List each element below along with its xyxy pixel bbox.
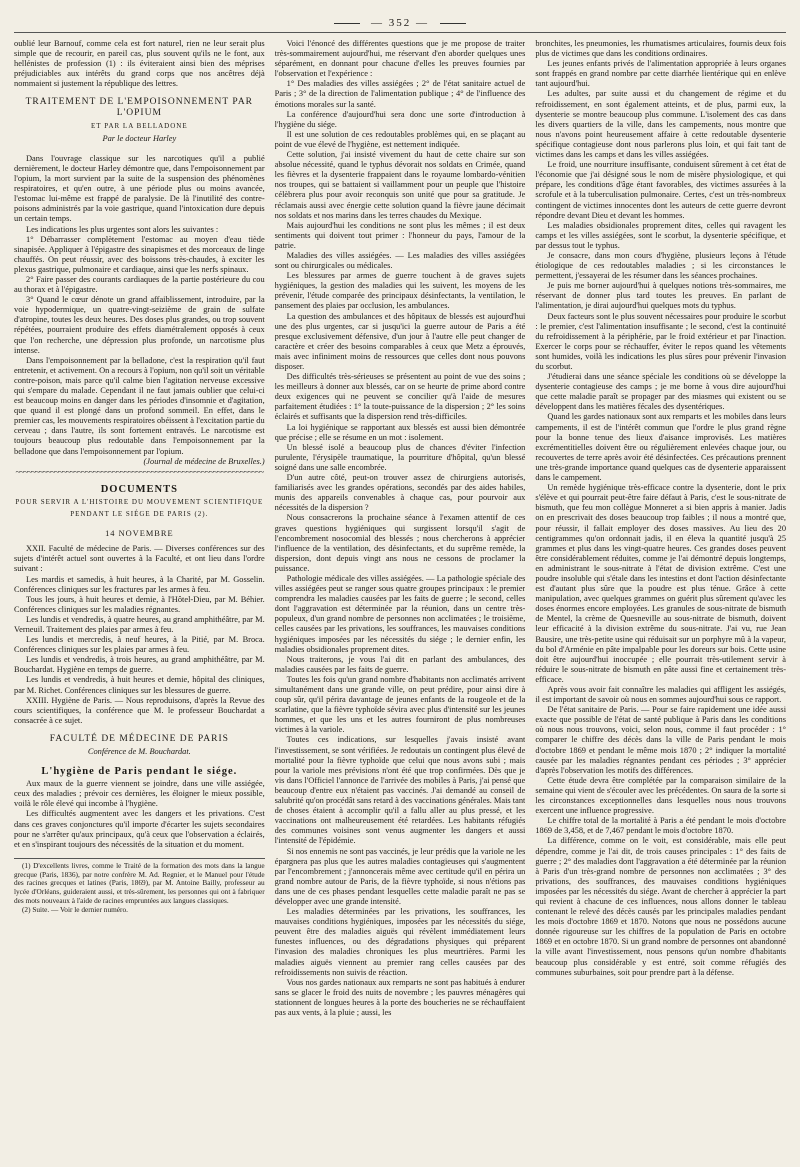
paragraph: Après vous avoir fait connaître les maladies qui affligent les assiégés, il est important de savoir où nous en sommes aujourd'hui sous ce rapport. xyxy=(535,685,786,705)
paragraph: Si nos ennemis ne sont pas vaccinés, je leur prédis que la variole ne les épargnera pas plus que les autres maladies contagieuses qui s'augmentent par l'encombrement ; j'annoncerais même avec certitude qu'il en périra un grand nombre autour de Paris, de la fièvre typhoïde, si nous n'étions pas dans une de ces phases pendant lesquelles cette maladie paraît ne pas se développer avec une grande intensité. xyxy=(274,846,526,906)
intro-paragraph: oublié leur Barnouf, comme cela est fort naturel, rien ne leur serait plus simple que de recourir, en pareil cas, plus souvent qu'ils ne le font, aux hellénistes de profession (1) : ils éviteraient ainsi bien des méprises préjudiciables aux intérêts du grand corps que nos ancêtres déjà nommaient si justement la république des lettres. xyxy=(14,39,265,89)
paragraph: Les lundis et vendredis, à quatre heures, au grand amphithéâtre, par M. Verneuil. Traitement des plaies par armes à feu. xyxy=(14,614,265,634)
article-source: (Journal de médecine de Bruxelles.) xyxy=(143,456,265,466)
column-1 xyxy=(14,39,265,1167)
paragraph: XXIII. Hygiène de Paris. — Nous reproduisons, d'après la Revue des cours scientifiques, la conférence que M. le professeur Bouchardat a consacrée à ce sujet. xyxy=(14,695,265,725)
paragraph: Mais aujourd'hui les conditions ne sont plus les mêmes ; il est deux sentiments qui doivent tout primer : l'honneur du pays, l'amour de la patrie. xyxy=(274,220,526,250)
paragraph: Deux facteurs sont le plus souvent nécessaires pour produire le scorbut : le premier, c'est l'alimentation insuffisante ; le second, c'est la continuité du refroidissement à la périphérie, par le froid extérieur et par l'inaction. Exercer le corps pour se réchauffer, éviter le repos quand les vêtements sont humides, voilà les indications les plus sûres pour prévenir l'invasion du scorbut. xyxy=(535,311,786,371)
article-title-opium: TRAITEMENT DE L'EMPOISONNEMENT PAR L'OPIUM xyxy=(25,97,254,118)
page-number: — 352 — xyxy=(371,17,429,29)
paragraph: Les adultes, par suite aussi et du changement de régime et du refroidissement, en sont également atteints, et de plus, parmi eux, la dysenterie se montre beaucoup plus commune. L'isolement des cas dans les divers quartiers de la ville, dans les campements, nous montre que nous n'avons point heureusement affaire à cette redoutable dysenterie spécifique contagieuse dont nous parlerons plus loin, et qui fait tant de victimes dans les camps et dans les villes assiégées. xyxy=(535,89,786,160)
paragraph: Toutes les fois qu'un grand nombre d'habitants non acclimatés arrivent simultanément dans une grande ville, on peut prédire, pour ainsi dire à coup sûr, qu'il périra davantage de jeunes enfants de la rougeole et de la scarlatine, que la fièvre typhoïde sévira avec plus d'intensité sur les jeunes hommes, et que les uns et les autres fourniront de plus nombreuses victimes à la variole. xyxy=(274,674,526,735)
paragraph: Le froid, une nourriture insuffisante, conduisent sûrement à cet état de l'économie que j'ai désigné sous le nom de misère physiologique, et qui prépare, les conditions d'âge étant favorables, des victimes assurées à la scrofule et à la tuberculisation pulmonaire. Certes, c'est un très-nombreux contingent de victimes innocentes dont les auteurs de cette guerre devront répondre devant Dieu et devant les hommes. xyxy=(535,160,786,220)
paragraph: Cette étude devra être complétée par la comparaison similaire de la semaine qui vient de s'écouler avec les précédentes. On saura de la sorte si les circonstances exceptionnelles dans lesquelles nous nous trouvons exercent une influence progressive. xyxy=(535,775,786,816)
paragraph: Tous les jours, à huit heures et demie, à l'Hôtel-Dieu, par M. Béhier. Conférences cliniques sur les maladies régnantes. xyxy=(14,594,265,614)
paragraph: J'étudierai dans une séance spéciale les conditions où se développe la dysenterie contagieuse des camps ; je me borne à vous dire aujourd'hui que cette maladie paraît se propager par des miasmes qui existent ou se développent dans les matières fécales des dysentériques. xyxy=(535,372,786,412)
paragraph: Dans l'empoisonnement par la belladone, c'est la respiration qu'il faut entretenir, et activement. On a recours à l'opium, non qu'il soit un véritable contre-poison, mais parce qu'il calme bien l'agitation nerveuse excessive qui s'empare du malade. Cependant il ne faut jamais oublier que celui-ci est beaucoup moins en danger dans les périodes d'insomnie et d'agitation, que quand il est plongé dans un profond sommeil. En effet, dans le premier cas, les mouvements respiratoires obéissent à l'excitation partie du cerveau ; dans l'autre, ils sont fortement entravés. Le narcotisme est toujours beaucoup plus redoutable dans l'empoisonnement par la belladone que dans l'empoisonnement par l'opium. xyxy=(14,355,265,456)
paragraph: bronchites, les pneumonies, les rhumatismes articulaires, fournis deux fois plus de victimes que dans les conditions ordinaires. xyxy=(535,39,786,59)
paragraph: Les blessures par armes de guerre touchent à de graves sujets hygiéniques, la gestion des maladies qui les suivent, les moyens de les prévenir, l'étude comparée des principaux désinfectants, la ventilation, le pansement des plaies par occlusion, les ambulances. xyxy=(274,271,526,311)
faculty-title: FACULTÉ DE MÉDECINE DE PARIS xyxy=(49,733,229,744)
paragraph: 1° Des maladies des villes assiégées ; 2° de l'état sanitaire actuel de Paris ; 3° de la direction de l'alimentation publique ; 4° de l'influence des émotions morales sur la santé. xyxy=(274,79,526,109)
paragraph: La loi hygiénique se rapportant aux blessés est aussi bien démontrée que précise ; elle se résume en un mot : isolement. xyxy=(274,422,526,442)
footnote: (1) D'excellents livres, comme le Traité de la formation des mots dans la langue grecque (Paris, 1836), par notre confrère M. Ad. Regnier, et le Manuel pour l'étude des racines grecques et latines (Paris, 1869), par M. Antoine Bailly, professeur au lycée d'Orléans, guideraient aussi, et très-sûrement, les personnes qui ont à fabriquer des mots nouveaux à l'aide de racines empruntées aux langues classiques. xyxy=(14,860,265,906)
documents-title: DOCUMENTS xyxy=(100,483,178,495)
article-author: Par le docteur Harley xyxy=(102,133,177,143)
paragraph: La différence, comme on le voit, est considérable, mais elle peut dépendre, comme je l'ai dit, de trois causes principales : 1° des faits de guerre ; 2° des maladies dont l'aggravation a été déterminée par la réunion à Paris d'un très-grand nombre de personnes non acclimatées ; 3° des privations, des souffrances, des mauvaises conditions hygiéniques imposées par les nécessités du siége. Avant de chercher à apprécier la part qui revient à chacune de ces influences, nous allons donner le tableau contenant le relevé des décès causés par les principales maladies pendant les mois d'octobre 1869 et 1870. Notons que nous ne possédons aucune donnée rigoureuse sur les chiffres de la population de Paris en octobre 1869 et en octobre 1870. Si un grand nombre de personnes ont abandonné la ville avant l'investissement, nous pensons qu'un nombre d'habitants beaucoup plus considérable y est entré, soit comme réfugiés des communes suburbaines, soit pour prendre part à la défense. xyxy=(535,836,786,977)
paragraph: 3° Quand le cœur dénote un grand affaiblissement, introduire, par la voie hypodermique, un quatre-vingt-seizième de grain de sulfate d'atropine, toutes les deux heures. Des doses plus grandes, ou trop souvent répétées, pourraient produire des effets diamétralement opposés à ceux que l'on recherche, une dépression plus profonde, un narcotisme plus intense. xyxy=(14,295,265,355)
paragraph: Cette solution, j'ai insisté vivement du haut de cette chaire sur son absolue nécessité, quand le typhus dévorait nos soldats en Crimée, quand les fièvres et la dysenterie frappaient dans le royaume lombardo-vénitien nos troupes, qui se battaient si vaillamment pour un peuple que l'histoire célèbrera plus pour avoir reconquis son unité que pour sa gratitude. Je réclamais aussi avec énergie cette solution quand la fièvre jaune décimait nos soldats et nos marins dans les terres chaudes du Mexique. xyxy=(274,150,526,220)
paragraph: Le chiffre total de la mortalité à Paris a été pendant le mois d'octobre 1869 de 3,458, et de 7,467 pendant le mois d'octobre 1870. xyxy=(535,816,786,836)
paragraph: Je puis me borner aujourd'hui à quelques notions très-sommaires, me réservant de donner plus tard toutes les preuves. En parlant de l'alimentation, je dirai aujourd'hui quelques mots du typhus. xyxy=(535,281,786,311)
paragraph: 2° Faire passer des courants cardiaques de la partie postérieure du cou au thorax et à l'épigastre. xyxy=(14,274,265,295)
paragraph: Il est une solution de ces redoutables problèmes qui, en se plaçant au point de vue élevé de l'hygiène, est nettement indiquée. xyxy=(274,129,526,149)
paragraph: Quand les gardes nationaux sont aux remparts et les mobiles dans leurs campements, il est de l'intérêt commun que l'ordre le plus grand règne pour la bonne tenue des lieux d'aisance improvisés. Les matières excrémentitielles doivent être ou régulièrement enlevées chaque jour, ou recouvertes de terre après avoir été désinfectées. Ces précautions prennent une très-grande importance quand quelques cas de dysenterie apparaissent dans le campement. xyxy=(535,412,786,483)
paragraph: Un blessé isolé a beaucoup plus de chances d'éviter l'infection purulente, l'érysipèle traumatique, la pourriture d'hôpital, qu'un blessé soigné dans une salle encombrée. xyxy=(274,442,526,472)
page-header xyxy=(14,14,786,33)
paragraph: Les maladies déterminées par les privations, les souffrances, les mauvaises conditions hygiéniques, imposées par les nécessités du siége, peuvent être des maladies aiguës qui révèlent immédiatement leurs funestes influences, ou des dégradations physiques qui préparent l'invasion des maladies chroniques les plus meurtrières. Parmi les maladies aiguës viennent au premier rang celles causées par des refroidissements non suivis de réaction. xyxy=(274,907,526,977)
documents-subtitle-2: PENDANT LE SIÉGE DE PARIS (2). xyxy=(70,510,209,519)
paragraph: Un remède hygiénique très-efficace contre la dysenterie, dont le prix s'élève et qui pourrait peut-être faire défaut à Paris, c'est le sous-nitrate de bismuth, que feu mon collègue Monneret a si bien appris à manier. Jadis on en prescrivait des doses beaucoup trop faibles ; il nous a montré que, pour réussir, il fallait employer des doses massives. Au lieu des 20 centigrammes qu'on ordonnait jadis, il en éleva la quantité jusqu'à 25 grammes et plus dans les vingt-quatre heures. Ces grandes doses peuvent être considérablement réduites, comme je l'ai démontré depuis longtemps, en administrant le sous-nitrate à l'état de division extrême. C'est une poudre insoluble qui s'étale dans les intestins et dont l'action désinfectante est d'autant plus sûre que la poudre est plus ténue. Grâce à cette manipulation, avec quelques grammes on guérit plus sûrement qu'avec les doses énormes encore employées. Les granules de sous-nitrate de bismuth de Mentel, la crème de Quesneville au sous-nitrate de bismuth, doivent leur efficacité à la division extrême du sous-nitrate. J'ai vu, rue Jean Bausire, une très-petite usine qui réduisait sur un porphyre mû à la vapeur, du bol d'Arménie en pâte impalpable pour les doreurs sur bois. Cette usine doit être aujourd'hui inoccupée ; elle pourrait très-utilement servir à réduire le sous-nitrate de bismuth en pâte aussi fine et certainement très-efficace. xyxy=(535,483,786,684)
paragraph: Les lundis et mercredis, à neuf heures, à la Pitié, par M. Broca. Conférences cliniques sur les plaies par armes à feu. xyxy=(14,635,265,655)
header-rule-left xyxy=(334,23,360,24)
column-2 xyxy=(275,39,526,1167)
paragraph: XXII. Faculté de médecine de Paris. — Diverses conférences sur des sujets d'intérêt actuel sont ouvertes à la Faculté, et ont lieu dans l'ordre suivant : xyxy=(14,544,265,574)
paragraph: Les jeunes enfants privés de l'alimentation appropriée à leurs organes sont frappés en grand nombre par cette diarrhée lientérique qui en enlève tant aujourd'hui. xyxy=(535,59,786,89)
paragraph: Nous consacrerons la prochaine séance à l'examen attentif de ces graves questions hygiéniques qui surgissent lorsqu'il s'agit de l'encombrement nosocomial des blessés ; nous chercherons à apprécier l'influence de la ventilation, des désinfectants, et du suprême remède, la dispersion, dont depuis vingt ans nous ne cessons de proclamer la puissance. xyxy=(274,513,526,573)
header-rule-right xyxy=(440,23,466,24)
paragraph: Les lundis et vendredis, à trois heures, au grand amphithéâtre, par M. Bouchardat. Hygiène en temps de guerre. xyxy=(14,655,265,675)
paragraph: Pathologie médicale des villes assiégées. — La pathologie spéciale des villes assiégées peut se ranger sous quatre groupes principaux : le premier comprendra les maladies causées par les faits de guerre ; le second, celles dont l'aggravation est déterminée par la réunion, dans un centre très-populeux, d'un grand nombre de personnes non acclimatées ; le troisième, celles causées par les privations, les souffrances, les mauvaises conditions hygiéniques imposées par les nécessités du siége ; le dernier enfin, les maladies obsidionales proprement dites. xyxy=(274,573,526,654)
paragraph: Les lundis et vendredis, à huit heures et demie, hôpital des cliniques, par M. Richet. Conférences cliniques sur les blessures de guerre. xyxy=(14,675,265,695)
paragraph: Vous nos gardes nationaux aux remparts ne sont pas habitués à endurer sans se glacer le froid des nuits de novembre ; les pauvres ménagères qui stationnent de longues heures à la porte des boucheries ne se réchauffaient pas aux vents, à la pluie ; aussi, les xyxy=(274,977,526,1017)
column-3 xyxy=(535,39,786,1167)
paragraph: D'un autre côté, peut-on trouver assez de chirurgiens autorisés, familiarisés avec les grandes opérations, secondés par des aides habiles, munis des appareils convenables à chaque cas, pour pourvoir aux nécessités de la dispersion ? xyxy=(274,473,526,513)
paragraph: La question des ambulances et des hôpitaux de blessés est aujourd'hui une des plus urgentes, car si jusqu'ici la guerre autour de Paris a été presque exclusivement défensive, d'un jour à l'autre elle peut changer de caractère et créer des besoins comparables à ceux que Metz a éprouvés, mais avec infiniment moins de ressources que celles dont nous pouvons disposer. xyxy=(274,311,526,371)
footnotes xyxy=(14,858,265,915)
paragraph: Aux maux de la guerre viennent se joindre, dans une ville assiégée, ceux des maladies ; prévoir ces dernières, les éloigner le mieux possible, voilà le rôle élevé qui incombe à l'hygiène. xyxy=(14,779,265,809)
paragraph: Des difficultés très-sérieuses se présentent au point de vue des soins ; les meilleurs à donner aux blessés, car on se heurte de prime abord contre deux exigences qui ne peuvent se concilier qu'à l'aide de mesures parfaitement étudiées : 1° la toute-puissance de la dispersion ; 2° les soins éclairés et suffisants que la dispersion rend très-difficiles. xyxy=(274,372,526,422)
documents-subtitle-1: POUR SERVIR A L'HISTOIRE DU MOUVEMENT SCIENTIFIQUE xyxy=(15,497,264,506)
paragraph: Je consacre, dans mon cours d'hygiène, plusieurs leçons à l'étude étiologique de ces redoutables maladies ; si les circonstances le permettent, j'essayerai de les résumer dans les séances prochaines. xyxy=(535,250,786,281)
paragraph: Nous traiterons, je vous l'ai dit en parlant des ambulances, des maladies causées par les faits de guerre. xyxy=(274,654,526,674)
paragraph: Voici l'énoncé des différentes questions que je me propose de traiter très-sommairement aujourd'hui, me réservant d'en aborder quelques unes séparément, en donnant pour chacune d'elles les preuves fournies par l'observation et l'expérience : xyxy=(274,39,526,79)
columns xyxy=(14,39,786,1167)
paragraph: La conférence d'aujourd'hui sera donc une sorte d'introduction à l'hygiène du siége. xyxy=(274,109,526,129)
conference-subtitle: Conférence de M. Bouchardat. xyxy=(87,747,191,756)
paragraph: Les mardis et samedis, à huit heures, à la Charité, par M. Gosselin. Conférences cliniques sur les fractures par les armes à feu. xyxy=(14,574,265,594)
hygiene-title: L'hygiène de Paris pendant le siége. xyxy=(41,766,238,778)
paragraph: Les maladies obsidionales proprement dites, celles qui ravagent les camps et les villes assiégées, sont le scorbut, la dysenterie spécifique, et par dessus tout le typhus. xyxy=(535,220,786,250)
paragraph: De l'état sanitaire de Paris. — Pour se faire rapidement une idée aussi exacte que possible de l'état de santé publique à Paris dans les conditions où nous nous trouvons, voici, selon nous, comme il faut procéder : 1° comparer le chiffre des décès dans la ville de Paris pendant le mois d'octobre 1869 et pendant le même mois 1870 ; 2° indiquer la mortalité causée par les maladies régnantes pendant ces périodes ; 3° apprécier d'après l'observation les motifs des différences. xyxy=(535,705,786,775)
paragraph: Les indications les plus urgentes sont alors les suivantes : xyxy=(26,224,219,234)
paragraph: Toutes ces indications, sur lesquelles j'avais insisté avant l'investissement, se sont vérifiées. Je redoutais un contingent plus élevé de mortalité pour la fièvre typhoïde que celui que nous avons subi ; mais pour la variole mes prévisions n'ont été que trop confirmées. Dès que je vis dans l'Officiel l'annonce de l'arrivée des mobiles à Paris, j'ai pensé que beaucoup d'entre eux n'étaient pas vaccinés. J'ai demandé au conseil de salubrité qu'on procédât sans retard à des vaccinations générales. Mais tant de choses étaient à accomplir qu'il a fallu aller au plus pressé, et les vaccinations ont malheureusement été retardées. Les habitants réfugiés des communes voisines sont venus augmenter les dangers et aussi l'intensité de l'épidémie. xyxy=(274,735,526,846)
paragraph: Maladies des villes assiégées. — Les maladies des villes assiégées sont ou chirurgicales ou médicales. xyxy=(274,250,526,271)
paragraph: 1° Débarrasser complètement l'estomac au moyen d'eau tiède sinapisée. Appliquer à l'épigastre des sinapismes et des morceaux de linge chauffés. On peut réussir, avec des boissons très-chaudes, à exciter les plexus gastrique, pulmonaire et cardiaque, ainsi que les nerfs spinaux. xyxy=(14,234,265,274)
article-subtitle-belladone: ET PAR LA BELLADONE xyxy=(91,121,188,130)
section-separator: ~~~~~~~~~~~~~~~~~~~~~~~~~~~~~~~~~~~~~~~~~~~~~~~~~~~~~~~~~~~~~~~~ xyxy=(15,466,264,477)
footnote: (2) Suite. — Voir le dernier numéro. xyxy=(22,904,128,914)
date-heading: 14 NOVEMBRE xyxy=(105,529,174,539)
paragraph: Les difficultés augmentent avec les dangers et les privations. C'est dans ces graves conjonctures qu'il importe d'écarter les sujets secondaires pour ne s'arrêter qu'aux principaux, qu'à ceux que l'observation a éclairés, et en s'inspirant toujours des nécessités de la situation et du moment. xyxy=(14,809,265,849)
paragraph: Dans l'ouvrage classique sur les narcotiques qu'il a publié dernièrement, le docteur Harley démontre que, dans l'empoisonnement par l'opium, la mort survient par la suite de la suspension des phénomènes respiratoires, et qu'en outre, à une période plus ou moins avancée, l'estomac lui-même est frappé de paralysie. De là l'inutilité des contre-poisons administrés par la voie gastrique, quand l'intoxication dure depuis un certain temps. xyxy=(14,153,265,224)
